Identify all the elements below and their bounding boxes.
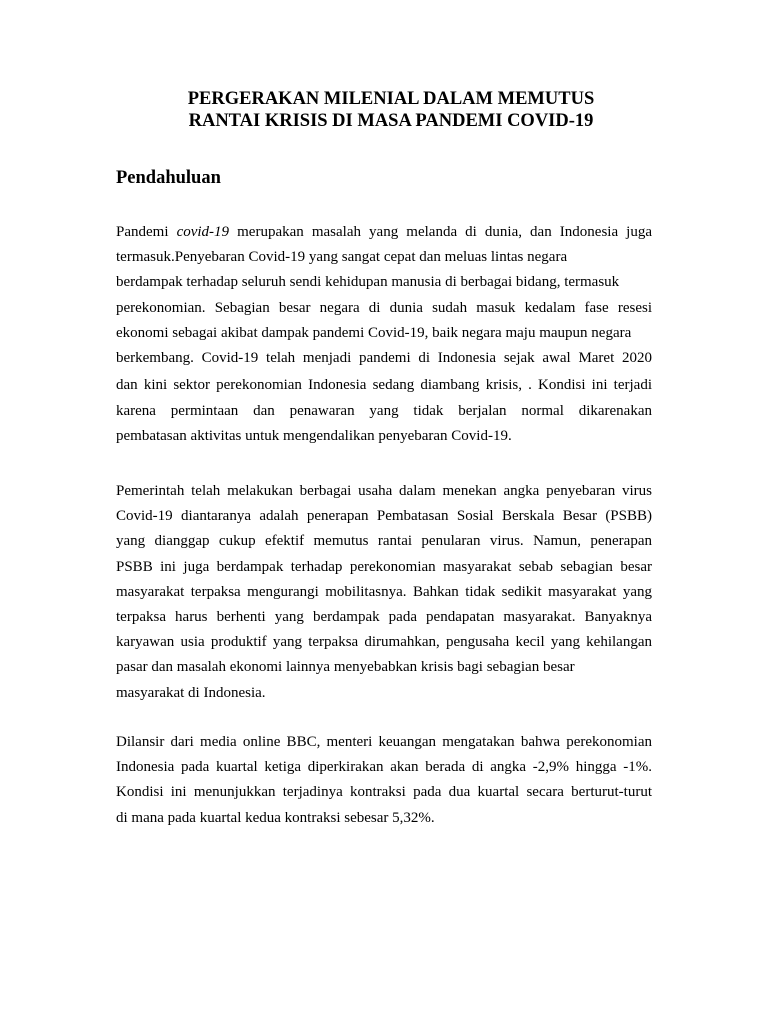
- paragraph-line: di mana pada kuartal kedua kontraksi sebesar 5,32%.: [116, 809, 435, 826]
- paragraph-line: Covid-19 diantaranya adalah penerapan Pembatasan Sosial Berskala Besar (PSBB): [116, 508, 652, 525]
- paragraph-line: dan kini sektor perekonomian Indonesia sedang diambang krisis, . Kondisi ini terjadi: [116, 377, 652, 394]
- paragraph-line: ekonomi sebagai akibat dampak pandemi Covid-19, baik negara maju maupun negara: [116, 324, 632, 341]
- paragraph-line: termasuk.Penyebaran Covid-19 yang sangat cepat dan meluas lintas negara: [116, 249, 568, 266]
- paragraph-line: pembatasan aktivitas untuk mengendalikan penyebaran Covid-19.: [116, 428, 512, 445]
- document-title: [0, 88, 768, 132]
- paragraph-line: berdampak terhadap seluruh sendi kehidupan manusia di berbagai bidang, termasuk: [116, 274, 620, 291]
- paragraph-line: karena permintaan dan penawaran yang tidak berjalan normal dikarenakan: [116, 403, 652, 420]
- paragraph-line: Dilansir dari media online BBC, menteri keuangan mengatakan bahwa perekonomian: [116, 734, 652, 750]
- section-heading: Pendahuluan: [116, 168, 221, 188]
- emphasis-term: covid-19: [176, 224, 230, 240]
- paragraph-line: [116, 220, 652, 245]
- line-text-start: Pandemi: [116, 224, 177, 240]
- line-text-end: merupakan masalah yang melanda di dunia, dan Indonesia juga: [229, 224, 652, 240]
- paragraph-line: Indonesia pada kuartal ketiga diperkirakan akan berada di angka -2,9% hingga -1%.: [116, 759, 652, 776]
- paragraph-line: terpaksa harus berhenti yang berdampak pada pendapatan masyarakat. Banyaknya: [116, 608, 652, 625]
- paragraph-line: masyarakat terpaksa mengurangi mobilitasnya. Bahkan tidak sedikit masyarakat yang: [116, 583, 652, 600]
- paragraph-government: [116, 479, 652, 706]
- paragraph-line: berkembang. Covid-19 telah menjadi pandemi di Indonesia sejak awal Maret 2020: [116, 349, 652, 366]
- title-line-2: RANTAI KRISIS DI MASA PANDEMI COVID-19: [188, 111, 594, 131]
- paragraph-bbc: [116, 730, 652, 831]
- paragraph-line: PSBB ini juga berdampak terhadap perekonomian masyarakat sebab sebagian besar: [116, 558, 652, 575]
- paragraph-line: pasar dan masalah ekonomi lainnya menyebabkan krisis bagi sebagian besar: [116, 659, 575, 676]
- paragraph-line: masyarakat di Indonesia.: [116, 684, 266, 701]
- paragraph-line: perekonomian. Sebagian besar negara di dunia sudah masuk kedalam fase resesi: [116, 299, 652, 316]
- title-line-1: PERGERAKAN MILENIAL DALAM MEMUTUS: [187, 89, 595, 109]
- paragraph-line: Kondisi ini menunjukkan terjadinya kontraksi pada dua kuartal secara berturut-turut: [116, 784, 652, 801]
- paragraph-line: karyawan usia produktif yang terpaksa dirumahkan, pengusaha kecil yang kehilangan: [116, 634, 652, 651]
- paragraph-line: Pemerintah telah melakukan berbagai usaha dalam menekan angka penyebaran virus: [116, 483, 652, 499]
- paragraph-intro: [116, 220, 652, 450]
- paragraph-line: yang dianggap cukup efektif memutus rantai penularan virus. Namun, penerapan: [116, 533, 652, 550]
